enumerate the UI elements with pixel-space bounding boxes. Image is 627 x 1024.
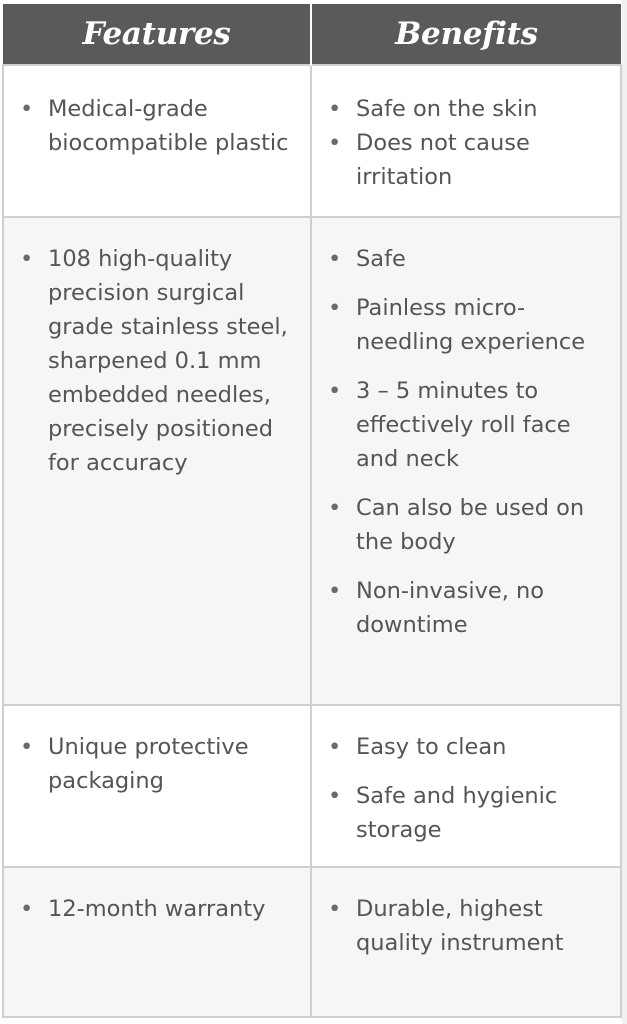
feature-list xyxy=(20,92,298,160)
benefit-item: • Can also be used on the body xyxy=(328,491,608,559)
features-header: Features xyxy=(3,4,311,65)
benefit-item: • Easy to clean xyxy=(328,730,608,764)
benefit-list xyxy=(328,242,608,642)
feature-item: • 12-month warranty xyxy=(20,892,298,926)
benefits-cell xyxy=(311,65,621,217)
benefit-item: • Safe and hygienic storage xyxy=(328,779,608,847)
feature-item: • Unique protective packaging xyxy=(20,730,298,798)
features-cell xyxy=(3,867,311,1017)
benefit-item: • 3 – 5 minutes to effectively roll face and neck xyxy=(328,374,608,476)
features-cell xyxy=(3,217,311,705)
table-row xyxy=(3,705,621,867)
header-row xyxy=(3,4,621,65)
table-row xyxy=(3,867,621,1017)
benefit-item: • Painless micro-needling experience xyxy=(328,291,608,359)
table-row xyxy=(3,217,621,705)
feature-list xyxy=(20,730,298,798)
feature-item: • Medical-grade biocompatible plastic xyxy=(20,92,298,160)
feature-item: • 108 high-quality precision surgical grade stainless steel, sharpened 0.1 mm embedded needles, precisely positioned for accuracy xyxy=(20,242,298,480)
benefit-list xyxy=(328,892,608,960)
benefits-cell xyxy=(311,867,621,1017)
features-cell xyxy=(3,705,311,867)
feature-list xyxy=(20,892,298,926)
features-benefits-table xyxy=(2,4,622,1018)
benefit-item: • Non-invasive, no downtime xyxy=(328,574,608,642)
benefit-item: • Durable, highest quality instrument xyxy=(328,892,608,960)
benefit-list xyxy=(328,92,608,194)
benefit-item: • Safe on the skin xyxy=(328,92,608,126)
benefits-cell xyxy=(311,705,621,867)
benefits-cell xyxy=(311,217,621,705)
table-row xyxy=(3,65,621,217)
features-cell xyxy=(3,65,311,217)
benefit-item: • Safe xyxy=(328,242,608,276)
benefits-header: Benefits xyxy=(311,4,621,65)
benefit-list xyxy=(328,730,608,847)
benefit-item: • Does not cause irritation xyxy=(328,126,608,194)
scrollbar[interactable] xyxy=(622,0,627,1024)
feature-list xyxy=(20,242,298,480)
